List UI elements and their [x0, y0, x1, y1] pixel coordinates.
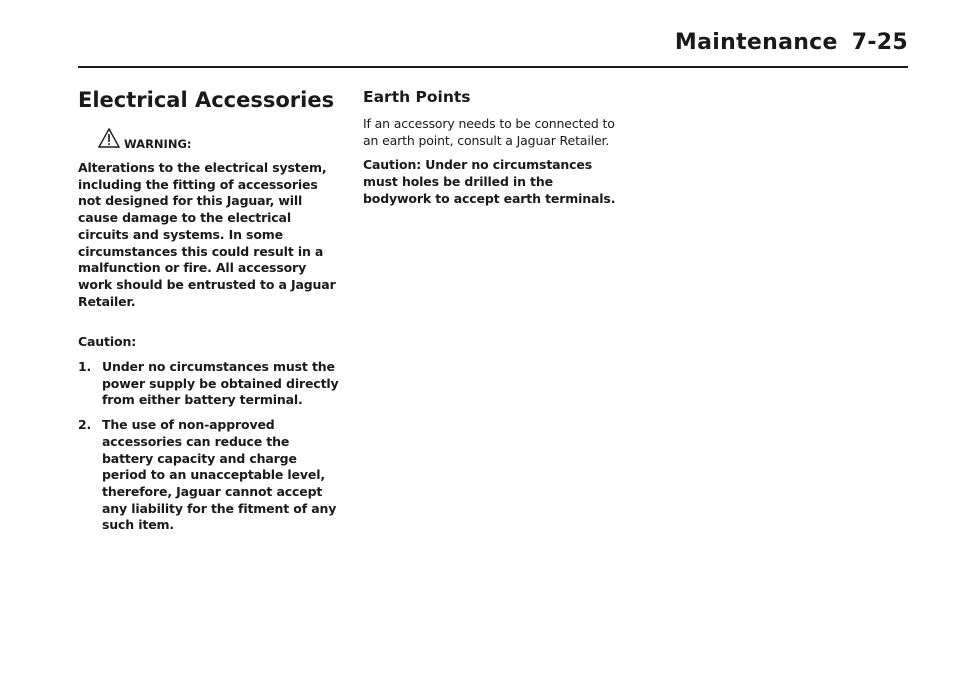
list-item-number: 2.: [78, 417, 92, 433]
warning-header: [78, 128, 340, 154]
list-item-text: The use of non-approved accessories can reduce the battery capacity and charge period to an unacceptable level, therefore, Jaguar cannot accept any liability for the fitment of any such item.: [102, 417, 337, 533]
section-heading-electrical-accessories: Electrical Accessories: [78, 88, 335, 112]
earth-points-caution: Caution: Under no circumstances must holes be drilled in the bodywork to accept earth terminals.: [363, 157, 616, 206]
caution-list: [78, 359, 340, 534]
page-header: [78, 30, 908, 64]
header-title: [675, 30, 908, 55]
warning-triangle-icon: [98, 128, 120, 148]
left-column: [78, 86, 340, 542]
list-item: [78, 417, 340, 534]
list-item: [78, 359, 340, 409]
list-item-number: 1.: [78, 359, 92, 375]
section-heading-earth-points: Earth Points: [363, 88, 471, 106]
middle-column: [363, 86, 625, 208]
header-page-number: 7-25: [851, 30, 908, 55]
list-item-text: Under no circumstances must the power supply be obtained directly from either battery terminal.: [102, 359, 339, 408]
caution-label: Caution:: [78, 334, 137, 350]
warning-label: WARNING:: [124, 137, 192, 151]
header-section: Maintenance: [674, 30, 838, 55]
earth-points-body: If an accessory needs to be connected to an earth point, consult a Jaguar Retailer.: [363, 116, 615, 148]
header-rule: [78, 66, 908, 68]
warning-text: Alterations to the electrical system, including the fitting of accessories not designed for this Jaguar, will cause damage to the electrical circuits and systems. In some circumstances this could result in a malfunction or fire. All accessory work should be entrusted to a Jaguar Retailer.: [78, 160, 336, 309]
